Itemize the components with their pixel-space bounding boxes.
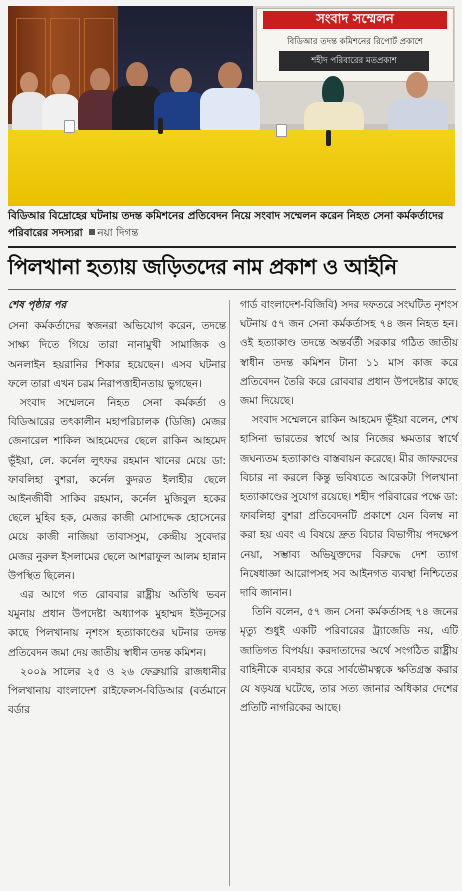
cup-icon [276,124,287,137]
paragraph: এর আগে গত রোববার রাষ্ট্রীয় অতিথি ভবন যমুনায় প্রধান উপদেষ্টা অধ্যাপক মুহাম্মদ ইউনূসের কাছে পিলখানায় নৃশংস হত্যাকাণ্ডের ঘটনার তদন্ত প্রতিবেদন জমা দেয় জাতীয় স্বাধীন তদন্ত কমিশন। [8,589,226,659]
press-conference-photo [8,6,455,206]
headline: পিলখানা হত্যায় জড়িতদের নাম প্রকাশ ও আইনি [8,254,397,279]
paragraph: সংবাদ সম্মেলনে নিহত সেনা কর্মকর্তা ও বিডিআরের তৎকালীন মহাপরিচালক (ডিজি) মেজর জেনারেল শাকিল আহমেদের ছেলে রাকিন আহমেদ ভূঁইয়া, লে. কর্নেল লুৎফর রহমান খানের মেয়ে ডা: ফাবলিহা বুশরা, কর্নেল কুদরত ইলাহীর ছেলে আইনজীবী সাকিব রহমান, কর্নেল মুজিবুল হকের ছেলে মুহিব হক, মেজর কাজী মোসাদ্দেক হোসেনের মেয়ে কাজী নাজিয়া তাবাসসুম, কেন্দ্রীয় সুবেদার মেজর নুরুল ইসলামের ছেলে আশরাফুল আলম হান্নান উপস্থিত ছিলেন। [8,397,226,582]
column-divider [229,300,230,886]
paragraph: তিনি বলেন, ৫৭ জন সেনা কর্মকর্তাসহ ৭৪ জনের মৃত্যু শুধুই একটি পরিবারের ট্র্যাজেডি নয়, এটি জাতিগত বিপর্যয়। করদাতাদের অর্থে সংগঠিত রাষ্ট্রীয় বাহিনীকে ব্যবহার করে সার্বভৌমত্বকে ক্ষতিগ্রস্ত করার যে ষড়যন্ত্র ঘটেছে, তার সত্য জানার অধিকার দেশের প্রতিটি নাগরিকের আছে। [240,606,458,715]
event-banner [256,8,454,82]
banner-line-1: বিডিআর তদন্ত কমিশনের রিপোর্ট প্রকাশে [287,37,423,47]
microphone-icon [326,130,331,146]
photo-caption [8,208,456,242]
headline-bottom-rule [8,289,456,290]
paragraph: সংবাদ সম্মেলনে রাকিন আহমেদ ভূঁইয়া বলেন, শেখ হাসিনা ভারতের স্বার্থে আর নিজের ক্ষমতার স্বার্থে জঘন্যতম হত্যাকাণ্ড বাস্তবায়ন করেছে। মীর জাফরদের বিচার না করলে কিন্তু ভবিষ্যতে আরেকটা পিলখানা হত্যাকাণ্ডের সুযোগ রয়েছে। শহীদ পরিবারের পক্ষে ডা: ফাবলিহা বুশরা প্রতিবেদনটি প্রকাশে যেন বিলম্ব না করা হয় এবং এ বিষয়ে দ্রুত বিচার বিভাগীয় পদক্ষেপ নেয়া, সম্ভাব্য অভিযুক্তদের বিরুদ্ধে দেশ ত্যাগ নিষেধাজ্ঞা আরোপসহ সব আইনগত ব্যবস্থা নিশ্চিতের দাবি জানান। [240,414,458,600]
banner-line-2: শহীদ পরিবারের মতপ্রকাশ [279,51,429,71]
photo-credit: নয়া দিগন্ত [97,227,139,239]
microphone-icon [158,118,163,134]
article-column-left [8,296,226,720]
headline-top-rule [8,246,456,248]
cup-icon [64,120,75,133]
yellow-table [8,130,455,206]
paragraph: ২০০৯ সালের ২৫ ও ২৬ ফেব্রুয়ারি রাজধানীর পিলখানায় বাংলাদেশ রাইফেলস-বিডিআর (বর্তমানে বর্ডার [8,665,226,717]
banner-title: সংবাদ সম্মেলন [263,11,447,29]
paragraph: গার্ড বাংলাদেশ-বিজিবি) সদর দফতরে সংঘটিত নৃশংস ঘটনায় ৫৭ জন সেনা কর্মকর্তাসহ ৭৪ জন নিহত হন। ওই হত্যাকাণ্ড তদন্তে অন্তর্বর্তী সরকার গঠিত জাতীয় স্বাধীন তদন্ত কমিশন টানা ১১ মাস কাজ করে প্রতিবেদন তৈরি করে রোববার প্রধান উপদেষ্টার কাছে জমা দিয়েছে। [240,299,458,408]
paragraph: সেনা কর্মকর্তাদের স্বজনরা অভিযোগ করেন, তদন্তে সাক্ষ্য দিতে গিয়ে তারা নানামুখী সামাজিক ও অনলাইন হয়রানির শিকার হয়েছেন। এসব ঘটনার ফলে তারা এখন চরম নিরাপত্তাহীনতায় ভুগছেন। [8,320,226,390]
continuation-kicker: শেষ পৃষ্ঠার পর [8,299,67,311]
article-column-right [240,296,458,718]
square-icon [89,229,95,235]
caption-text: বিডিআর বিদ্রোহের ঘটনায় তদন্ত কমিশনের প্রতিবেদন নিয়ে সংবাদ সম্মেলন করেন নিহত সেনা কর্মকর্তাদের পরিবারের সদস্যরা [8,210,444,239]
